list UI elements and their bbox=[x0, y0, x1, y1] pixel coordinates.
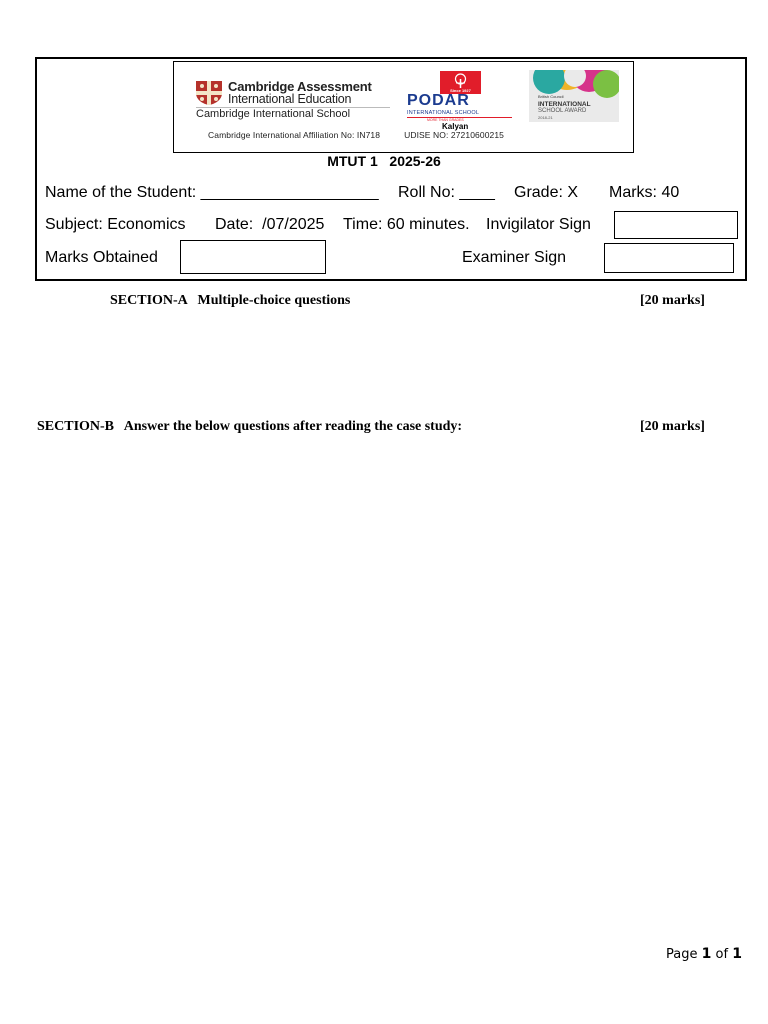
award-line2: SCHOOL AWARD bbox=[538, 108, 587, 114]
section-a-marks: [20 marks] bbox=[640, 293, 705, 308]
cambridge-name: Cambridge Assessment bbox=[228, 79, 372, 94]
school-award-logo bbox=[529, 70, 619, 122]
roll-number-field[interactable]: Roll No: ____ bbox=[398, 184, 495, 201]
date-label: Date: /07/2025 bbox=[215, 216, 325, 233]
award-years: 2018-21 bbox=[538, 115, 553, 120]
examiner-sign-box[interactable] bbox=[604, 243, 734, 273]
section-a-title: SECTION-A Multiple-choice questions bbox=[110, 293, 351, 308]
total-marks-label: Marks: 40 bbox=[609, 184, 680, 201]
award-org: British Council bbox=[538, 94, 564, 99]
podar-subtitle: INTERNATIONAL SCHOOL bbox=[407, 110, 480, 116]
exam-title: MTUT 1 2025-26 bbox=[327, 153, 441, 169]
grade-label: Grade: X bbox=[514, 184, 579, 201]
invigilator-sign-label: Invigilator Sign bbox=[486, 216, 591, 233]
marks-obtained-box[interactable] bbox=[180, 240, 326, 274]
total-pages: 1 bbox=[732, 946, 742, 962]
podar-emblem-icon bbox=[440, 71, 481, 94]
podar-city: Kalyan bbox=[442, 122, 469, 131]
podar-tagline: MORE THAN GRADES bbox=[427, 118, 464, 122]
page-word: Page bbox=[666, 947, 698, 962]
section-b-title: SECTION-B Answer the below questions after reading the case study: bbox=[37, 419, 463, 434]
award-line1: INTERNATIONAL bbox=[538, 101, 591, 108]
logo-banner bbox=[173, 61, 634, 153]
of-word: of bbox=[715, 947, 729, 962]
section-b-marks: [20 marks] bbox=[640, 419, 705, 434]
udise-number: UDISE NO: 27210600215 bbox=[404, 130, 505, 140]
time-label: Time: 60 minutes. bbox=[343, 216, 470, 233]
cambridge-school-type: Cambridge International School bbox=[196, 108, 351, 120]
marks-obtained-label: Marks Obtained bbox=[45, 249, 158, 266]
cambridge-subname: International Education bbox=[228, 92, 352, 106]
cambridge-crest-icon bbox=[195, 80, 223, 106]
affiliation-line bbox=[208, 130, 504, 140]
page-number bbox=[666, 946, 742, 962]
current-page: 1 bbox=[701, 946, 712, 962]
student-name-field[interactable]: Name of the Student: ____________________ bbox=[45, 184, 379, 201]
examiner-sign-label: Examiner Sign bbox=[462, 249, 567, 266]
subject-label: Subject: Economics bbox=[45, 216, 186, 233]
podar-name: PODAR bbox=[407, 92, 470, 109]
invigilator-sign-box[interactable] bbox=[614, 211, 738, 239]
podar-since: Since 1927 bbox=[450, 88, 471, 93]
affiliation-number: Cambridge International Affiliation No: IN718 bbox=[208, 130, 381, 140]
